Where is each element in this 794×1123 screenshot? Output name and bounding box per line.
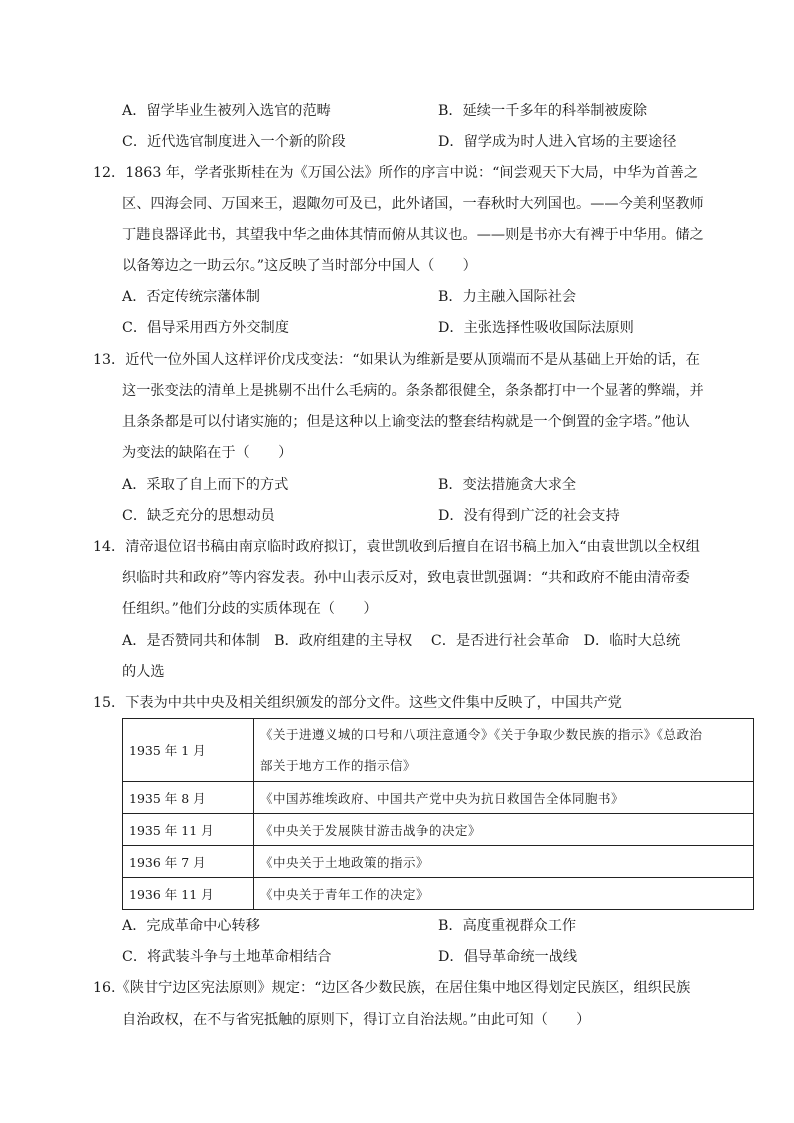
- table-cell-documents: 《中央关于青年工作的决定》: [254, 878, 754, 910]
- q14-stem-line-3: 任组织。”他们分歧的实质体现在（ ）: [122, 601, 378, 617]
- q15-option-b: B．高度重视群众工作: [438, 918, 577, 934]
- q14-stem-line-2: 织临时共和政府”等内容发表。孙中山表示反对，致电袁世凯强调：“共和政府不能由清帝委: [122, 570, 690, 586]
- table-cell-documents: 《中央关于发展陕甘游击战争的决定》: [254, 814, 754, 846]
- q11-option-c: C．近代选官制度进入一个新的阶段: [122, 134, 346, 150]
- documents-table: [122, 718, 754, 910]
- table-row: [123, 719, 754, 782]
- table-cell-documents: [254, 719, 754, 782]
- q13-stem-line-2: 这一张变法的清单上是挑剔不出什么毛病的。条条都很健全，条条都打中一个显著的弊端，并: [122, 383, 704, 399]
- q13-stem-line-1: 13．近代一位外国人这样评价戊戌变法：“如果认为维新是要从顶端而不是从基础上开始的话，在: [93, 352, 700, 368]
- q14-options-line: A．是否赞同共和体制 B．政府组建的主导权 C．是否进行社会革命 D．临时大总统: [122, 633, 681, 649]
- q11-option-a: A．留学毕业生被列入选官的范畴: [122, 103, 331, 119]
- q12-option-d: D．主张选择性吸收国际法原则: [438, 320, 634, 336]
- q12-stem-line-2: 区、四海会同、万国来王，遐陬勿可及已，此外诸国，一春秋时大列国也。——今美利坚教师: [122, 196, 704, 212]
- table-cell-date: 1935 年 8 月: [123, 782, 254, 814]
- q15-option-d: D．倡导革命统一战线: [438, 949, 578, 965]
- q14-stem-line-1: 14．清帝退位诏书稿由南京临时政府拟订，袁世凯收到后擅自在诏书稿上加入“由袁世凯以全权组: [93, 539, 700, 555]
- table-row: [123, 782, 754, 814]
- q15-option-a: A．完成革命中心转移: [122, 918, 260, 934]
- q13-option-b: B．变法措施贪大求全: [438, 477, 577, 493]
- q16-stem-line-1: 16.《陕甘宁边区宪法原则》规定：“边区各少数民族，在居住集中地区得划定民族区，组织民族: [93, 980, 691, 996]
- q11-option-d: D．留学成为时人进入官场的主要途径: [438, 134, 677, 150]
- q13-option-a: A．采取了自上而下的方式: [122, 477, 289, 493]
- table-row: [123, 814, 754, 846]
- table-row: [123, 846, 754, 878]
- table-cell-date: 1935 年 11 月: [123, 814, 254, 846]
- documents-line-2: 部关于地方工作的指示信》: [260, 758, 417, 773]
- q11-option-b: B．延续一千多年的科举制被废除: [438, 103, 648, 119]
- q12-stem-line-3: 丁韪良器译此书，其望我中华之曲体其情而俯从其议也。——则是书亦大有裨于中华用。储之: [122, 227, 704, 243]
- q13-stem-line-4: 为变法的缺陷在于（ ）: [122, 445, 293, 461]
- q15-option-c: C．将武装斗争与土地革命相结合: [122, 949, 332, 965]
- table-cell-documents: 《中央关于土地政策的指示》: [254, 846, 754, 878]
- table-row: [123, 878, 754, 910]
- q12-stem-line-4: 以备筹边之一助云尔。”这反映了当时部分中国人（ ）: [122, 258, 477, 274]
- q15-stem: 15．下表为中共中央及相关组织颁发的部分文件。这些文件集中反映了，中国共产党: [93, 695, 622, 711]
- q12-stem-line-1: 12．1863 年，学者张斯桂在为《万国公法》所作的序言中说：“间尝观天下大局，中华为首善之: [93, 165, 699, 181]
- q13-stem-line-3: 且条条都是可以付诸实施的；但是这种以上谕变法的整套结构就是一个倒置的金字塔。”他认: [122, 414, 690, 430]
- q16-stem-line-2: 自治政权，在不与省宪抵触的原则下，得订立自治法规。”由此可知（ ）: [122, 1012, 591, 1028]
- q12-option-b: B．力主融入国际社会: [438, 289, 577, 305]
- table-cell-date: 1936 年 11 月: [123, 878, 254, 910]
- documents-line-1: 《关于进遵义城的口号和八项注意通令》《关于争取少数民族的指示》《总政治: [260, 727, 703, 742]
- q12-option-c: C．倡导采用西方外交制度: [122, 320, 289, 336]
- table-cell-documents: 《中国苏维埃政府、中国共产党中央为抗日救国告全体同胞书》: [254, 782, 754, 814]
- q12-option-a: A．否定传统宗藩体制: [122, 289, 260, 305]
- q14-options-line-2: 的人选: [122, 664, 165, 680]
- q13-option-c: C．缺乏充分的思想动员: [122, 508, 275, 524]
- table-cell-date: 1935 年 1 月: [123, 719, 254, 782]
- q13-option-d: D．没有得到广泛的社会支持: [438, 508, 620, 524]
- table-cell-date: 1936 年 7 月: [123, 846, 254, 878]
